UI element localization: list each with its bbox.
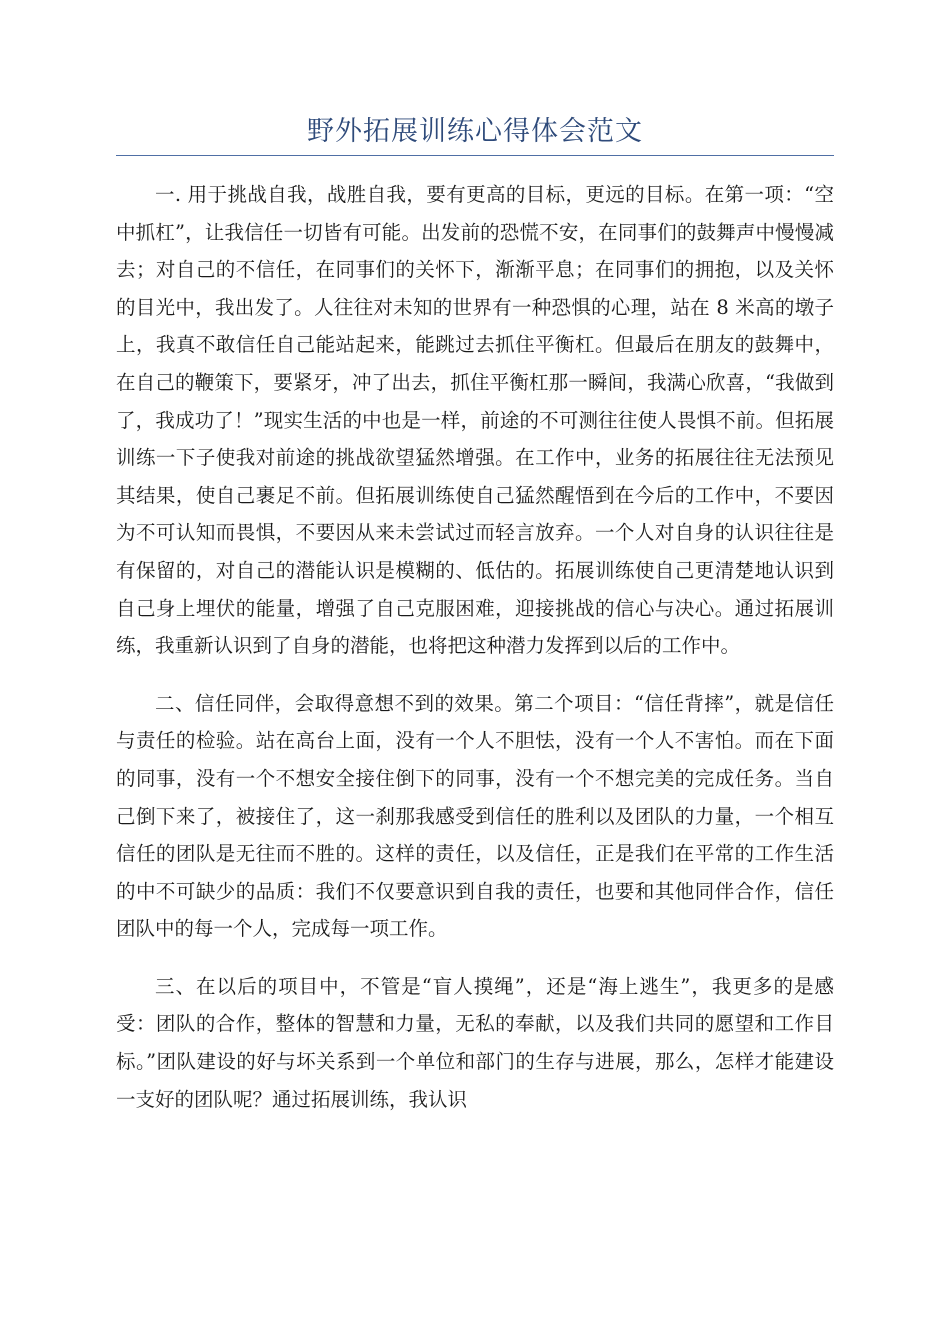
document-body (116, 176, 834, 1138)
title-underline (116, 155, 834, 156)
document-title: 野外拓展训练心得体会范文 (307, 116, 643, 147)
paragraph-2: 二、信任同伴，会取得意想不到的效果。第二个项目：“信任背摔”，就是信任与责任的检验。站在高台上面，没有一个人不胆怯，没有一个人不害怕。而在下面的同事，没有一个不想安全接住倒下的同事，没有一个不想完美的完成任务。当自己倒下来了，被接住了，这一刹那我感受到信任的胜利以及团队的力量，一个相互信任的团队是无往而不胜的。这样的责任，以及信任，正是我们在平常的工作生活的中不可缺少的品质：我们不仅要意识到自我的责任，也要和其他同伴合作，信任团队中的每一个人，完成每一项工作。 (116, 691, 834, 941)
paragraph-1: 一. 用于挑战自我，战胜自我，要有更高的目标，更远的目标。在第一项：“空中抓杠”，让我信任一切皆有可能。出发前的恐慌不安，在同事们的鼓舞声中慢慢减去；对自己的不信任，在同事们的关怀下，渐渐平息；在同事们的拥抱，以及关怀的目光中，我出发了。人往往对未知的世界有一种恐惧的心理，站在 8 米高的墩子上，我真不敢信任自己能站起来，能跳过去抓住平衡杠。但最后在朋友的鼓舞中，在自己的鞭策下，要紧牙，冲了出去，抓住平衡杠那一瞬间，我满心欣喜，“我做到了，我成功了！”现实生活的中也是一样，前途的不可测往往使人畏惧不前。但拓展训练一下子使我对前途的挑战欲望猛然增强。在工作中，业务的拓展往往无法预见其结果，使自己裹足不前。但拓展训练使自己猛然醒悟到在今后的工作中，不要因为不可认知而畏惧，不要因从来未尝试过而轻言放弃。一个人对自身的认识往往是有保留的，对自己的潜能认识是模糊的、低估的。拓展训练使自己更清楚地认识到自己身上埋伏的能量，增强了自己克服困难，迎接挑战的信心与决心。通过拓展训练，我重新认识到了自身的潜能，也将把这种潜力发挥到以后的工作中。 (116, 183, 834, 658)
paragraph-3: 三、在以后的项目中，不管是“盲人摸绳”，还是“海上逃生”，我更多的是感受：团队的合作，整体的智慧和力量，无私的奉献，以及我们共同的愿望和工作目标。”团队建设的好与坏关系到一个单位和部门的生存与进展，那么，怎样才能建设一支好的团队呢？通过拓展训练，我认识 (116, 974, 834, 1111)
